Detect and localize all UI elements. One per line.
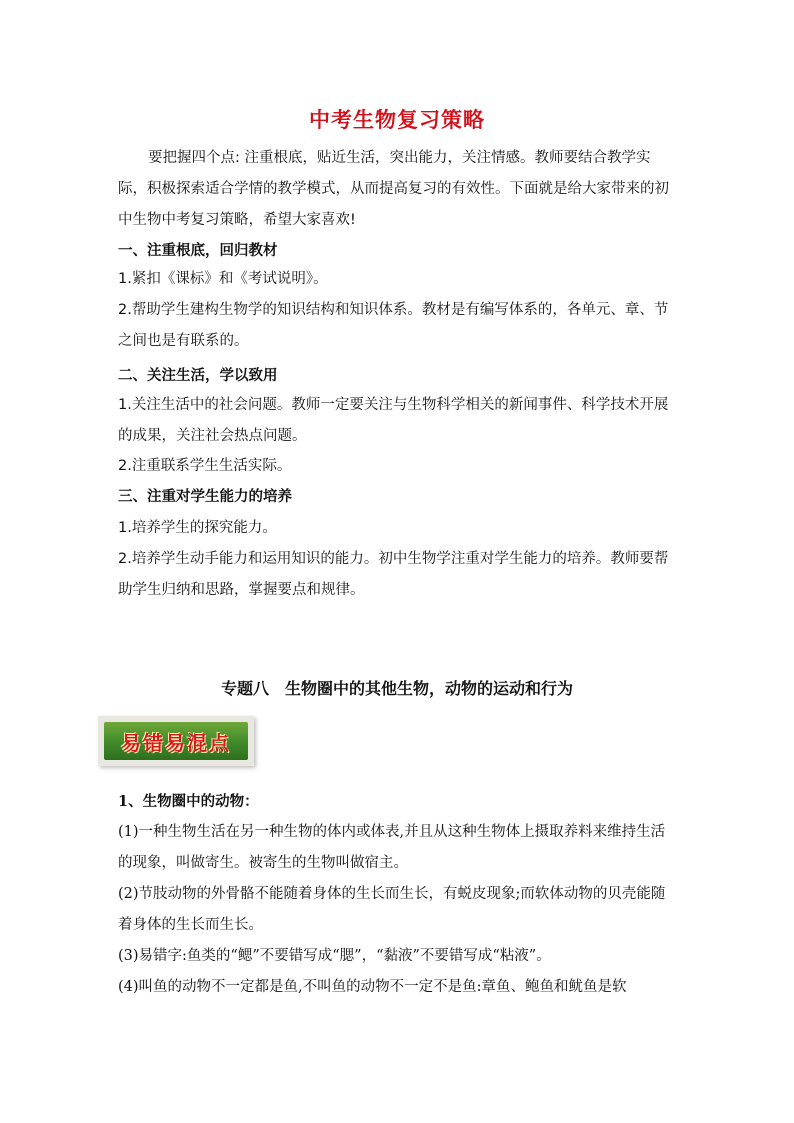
section-2-item-2: 2.注重联系学生生活实际。	[118, 458, 292, 474]
topic-subheading: 1、生物圈中的动物：	[118, 793, 259, 810]
topic-item-1: (1)一种生物生活在另一种生物的体内或体表,并且从这种生物体上摄取养料来维持生活的现象，叫做寄生。被寄生的生物叫做宿主。	[118, 824, 666, 871]
topic-item-4: (4)叫鱼的动物不一定都是鱼,不叫鱼的动物不一定不是鱼:章鱼、鲍鱼和鱿鱼是软	[118, 979, 627, 995]
section-heading-2: 二、关注生活，学以致用	[118, 368, 278, 384]
section-2-item-1: 1.关注生活中的社会问题。教师一定要关注与生物科学相关的新闻事件、科学技术开展的成果，关注社会热点问题。	[118, 397, 669, 444]
section-heading-3: 三、注重对学生能力的培养	[118, 489, 292, 505]
topic-title: 专题八 生物圈中的其他生物，动物的运动和行为	[220, 679, 573, 698]
error-prone-badge	[98, 716, 254, 766]
section-1-item-2: 2.帮助学生建构生物学的知识结构和知识体系。教材是有编写体系的，各单元、章、节之间也是有联系的。	[118, 302, 669, 349]
topic-item-2: (2)节肢动物的外骨骼不能随着身体的生长而生长，有蜕皮现象;而软体动物的贝壳能随着身体的生长而生长。	[118, 886, 666, 933]
intro-paragraph: 要把握四个点: 注重根底，贴近生活，突出能力，关注情感。教师要结合教学实际，积极探索适合学情的教学模式，从而提高复习的有效性。下面就是给大家带来的初中生物中考复习策略，希望大家喜欢!	[118, 150, 669, 228]
badge-plate	[104, 722, 248, 760]
topic-item-3: (3)易错字:鱼类的“鳃”不要错写成“腮”，“黏液”不要错写成“粘液”。	[118, 948, 551, 964]
document-title: 中考生物复习策略	[309, 108, 485, 132]
badge-label: 易错易混点	[121, 730, 231, 755]
section-3-item-1: 1.培养学生的探究能力。	[118, 520, 277, 536]
section-3-item-2: 2.培养学生动手能力和运用知识的能力。初中生物学注重对学生能力的培养。教师要帮助学生归纳和思路，掌握要点和规律。	[118, 551, 669, 598]
section-1-item-1: 1.紧扣《课标》和《考试说明》。	[118, 271, 328, 287]
section-heading-1: 一、注重根底，回归教材	[118, 243, 278, 259]
